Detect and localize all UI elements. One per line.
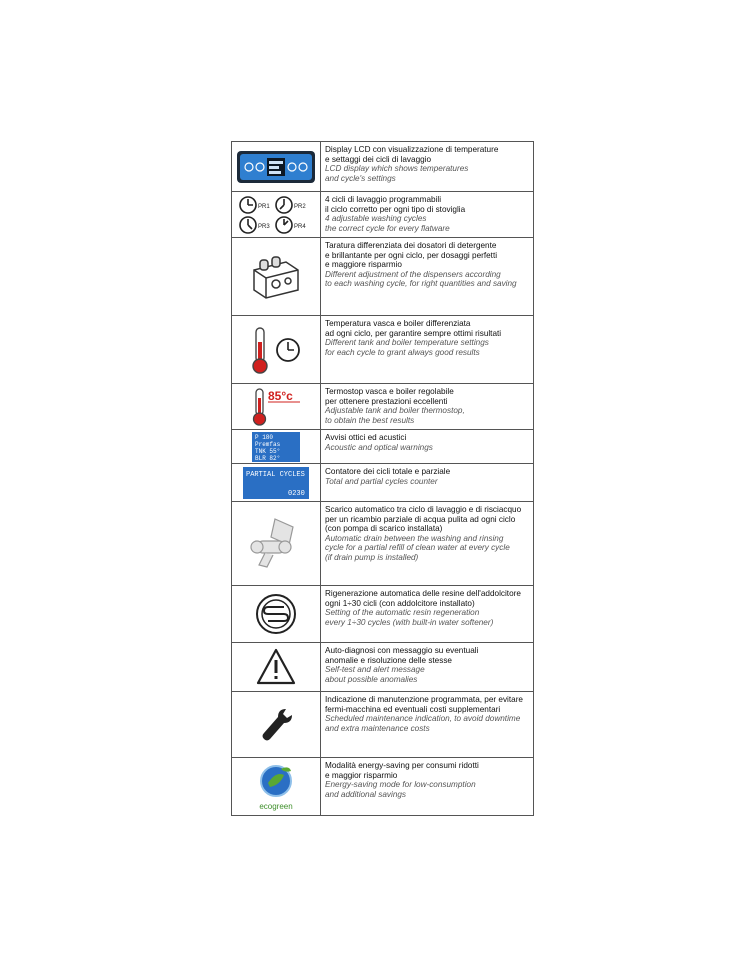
italian-text: (con pompa di scarico installata): [325, 524, 443, 534]
cycle-label: PR2: [294, 203, 306, 210]
icon-cell: [232, 430, 321, 464]
english-text: Scheduled maintenance indication, to avoid downtime: [325, 714, 521, 724]
italian-text: per un ricambio parziale di acqua pulita ad ogni ciclo: [325, 514, 516, 524]
wrench-icon: [256, 705, 296, 745]
text-cell: [321, 142, 534, 192]
feature-row: [232, 758, 534, 816]
display-line: Premfas: [255, 440, 281, 448]
cycle-label: PR4: [294, 223, 306, 230]
warning-display-icon: [252, 432, 300, 462]
italian-text: il ciclo corretto per ogni tipo di stoviglia: [325, 204, 466, 214]
icon-cell: [232, 643, 321, 692]
icon-cell: [232, 586, 321, 643]
text-cell: [321, 692, 534, 758]
feature-row: [232, 384, 534, 430]
english-text: Acoustic and optical warnings: [325, 442, 433, 452]
italian-text: Auto-diagnosi con messaggio su eventuali: [325, 646, 479, 655]
thermostop-icon: [246, 386, 306, 428]
english-text: Different tank and boiler temperature settings: [325, 338, 489, 348]
italian-text: Temperatura vasca e boiler differenziata: [325, 319, 471, 328]
display-line: 0230: [288, 489, 305, 498]
icon-cell: [232, 142, 321, 192]
english-text: Self-test and alert message: [325, 665, 425, 675]
italian-text: e brillantante per ogni ciclo, per dosaggi perfetti: [325, 250, 498, 260]
english-text: cycle for a partial refill of clean water at every cycle: [325, 543, 510, 553]
icon-cell: [232, 464, 321, 502]
feature-row: [232, 316, 534, 384]
italian-text: e maggior risparmio: [325, 770, 398, 780]
temperature-label: 85°c: [268, 388, 293, 403]
text-cell: [321, 502, 534, 586]
text-cell: [321, 758, 534, 816]
features-table: [231, 141, 534, 816]
english-text: the correct cycle for every flatware: [325, 223, 450, 233]
display-line: P 180: [255, 433, 274, 441]
italian-text: ogni 1÷30 cicli (con addolcitore installato): [325, 598, 475, 608]
display-line: PARTIAL CYCLES: [246, 470, 305, 479]
text-cell: [321, 586, 534, 643]
english-text: to obtain the best results: [325, 415, 415, 425]
resin-regeneration-icon: [253, 591, 299, 637]
icon-cell: [232, 238, 321, 316]
warning-triangle-icon: [255, 647, 297, 687]
feature-row: [232, 502, 534, 586]
italian-text: fermi-macchina ed eventuali costi supplementari: [325, 704, 501, 714]
ecogreen-label: ecogreen: [259, 801, 293, 811]
ecogreen-icon: [251, 761, 301, 813]
english-text: Adjustable tank and boiler thermostop,: [325, 406, 465, 416]
english-text: Total and partial cycles counter: [325, 476, 438, 486]
wash-cycles-icon: [236, 195, 316, 235]
italian-text: Display LCD con visualizzazione di temperature: [325, 145, 499, 154]
icon-cell: [232, 384, 321, 430]
feature-row: [232, 430, 534, 464]
cycle-label: PR1: [258, 203, 270, 210]
english-text: Different adjustment of the dispensers according: [325, 269, 501, 279]
italian-text: ad ogni ciclo, per garantire sempre ottimi risultati: [325, 328, 502, 338]
english-text: Energy-saving mode for low-consumption: [325, 780, 476, 790]
italian-text: Indicazione di manutenzione programmata, per evitare: [325, 695, 523, 704]
italian-text: Rigenerazione automatica delle resine dell'addolcitore: [325, 589, 521, 598]
display-line: BLR 82°: [255, 454, 281, 462]
english-text: Automatic drain between the washing and rinsing: [325, 533, 504, 543]
english-text: (if drain pump is installed): [325, 552, 419, 562]
italian-text: 4 cicli di lavaggio programmabili: [325, 195, 442, 204]
text-cell: [321, 430, 534, 464]
italian-text: anomalie e risoluzione delle stesse: [325, 655, 452, 665]
english-text: and additional savings: [325, 789, 407, 799]
english-text: 4 adjustable washing cycles: [325, 214, 427, 224]
italian-text: Modalità energy-saving per consumi ridotti: [325, 761, 479, 770]
text-cell: [321, 384, 534, 430]
english-text: Setting of the automatic resin regeneration: [325, 608, 480, 618]
dispenser-icon: [246, 252, 306, 302]
italian-text: Termostop vasca e boiler regolabile: [325, 387, 454, 396]
feature-row: [232, 238, 534, 316]
italian-text: Taratura differenziata dei dosatori di detergente: [325, 241, 497, 250]
text-cell: [321, 643, 534, 692]
text-cell: [321, 192, 534, 238]
display-line: TNK 55°: [255, 447, 281, 455]
english-text: and extra maintenance costs: [325, 723, 430, 733]
text-cell: [321, 464, 534, 502]
italian-text: e maggiore risparmio: [325, 260, 402, 270]
feature-row: [232, 464, 534, 502]
italian-text: e settaggi dei cicli di lavaggio: [325, 154, 432, 164]
feature-row: [232, 586, 534, 643]
italian-text: Scarico automatico tra ciclo di lavaggio e di risciacquo: [325, 505, 522, 514]
italian-text: Contatore dei cicli totale e parziale: [325, 467, 451, 476]
feature-row: [232, 643, 534, 692]
text-cell: [321, 316, 534, 384]
english-text: about possible anomalies: [325, 674, 418, 684]
feature-row: [232, 142, 534, 192]
icon-cell: [232, 502, 321, 586]
english-text: to each washing cycle, for right quantities and saving: [325, 279, 517, 289]
cycle-counter-icon: [243, 467, 309, 499]
italian-text: Avvisi ottici ed acustici: [325, 433, 407, 442]
feature-row: [232, 692, 534, 758]
icon-cell: [232, 316, 321, 384]
thermometer-clock-icon: [248, 324, 304, 376]
english-text: and cycle's settings: [325, 173, 396, 183]
english-text: every 1÷30 cycles (with built-in water softener): [325, 617, 494, 627]
lcd-display-icon: [236, 149, 316, 185]
italian-text: per ottenere prestazioni eccellenti: [325, 396, 448, 406]
icon-cell: [232, 692, 321, 758]
text-cell: [321, 238, 534, 316]
cycle-label: PR3: [258, 223, 270, 230]
icon-cell: [232, 758, 321, 816]
drain-pump-icon: [245, 513, 307, 575]
english-text: for each cycle to grant always good results: [325, 347, 480, 357]
feature-row: [232, 192, 534, 238]
english-text: LCD display which shows temperatures: [325, 164, 469, 174]
icon-cell: [232, 192, 321, 238]
